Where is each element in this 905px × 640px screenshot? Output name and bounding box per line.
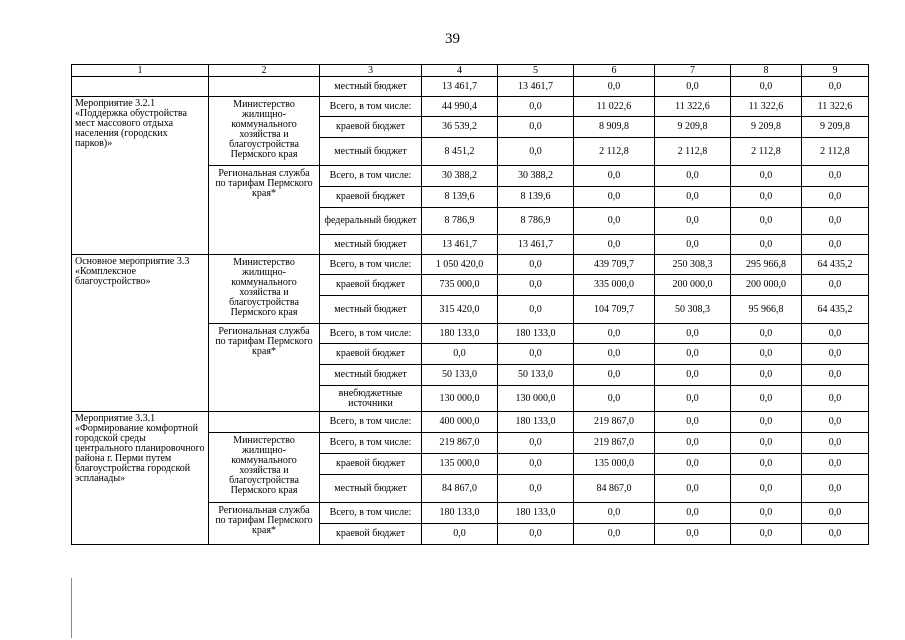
- funding-source-cell: федеральный бюджет: [320, 208, 422, 235]
- amount-cell: 8 909,8: [574, 117, 655, 138]
- amount-cell: 439 709,7: [574, 255, 655, 275]
- amount-cell: 0,0: [731, 235, 802, 255]
- amount-cell: 0,0: [498, 454, 574, 475]
- amount-cell: 0,0: [802, 275, 869, 296]
- amount-cell: 0,0: [802, 475, 869, 503]
- column-number: 7: [655, 65, 731, 77]
- amount-cell: 0,0: [655, 166, 731, 187]
- measure-name-cell: Мероприятие 3.3.1 «Формирование комфортной городской среды центрального планировочного района г. Перми путем благоустройства городской эспланады»: [72, 412, 209, 545]
- amount-cell: 50 133,0: [422, 365, 498, 386]
- column-number: 8: [731, 65, 802, 77]
- amount-cell: 8 786,9: [422, 208, 498, 235]
- amount-cell: 2 112,8: [731, 138, 802, 166]
- amount-cell: 0,0: [498, 138, 574, 166]
- amount-cell: 0,0: [655, 454, 731, 475]
- funding-source-cell: Всего, в том числе:: [320, 255, 422, 275]
- amount-cell: 0,0: [574, 344, 655, 365]
- amount-cell: 11 322,6: [802, 97, 869, 117]
- page-number: 39: [445, 31, 460, 47]
- amount-cell: 0,0: [802, 433, 869, 454]
- amount-cell: 400 000,0: [422, 412, 498, 433]
- funding-source-cell: Всего, в том числе:: [320, 324, 422, 344]
- amount-cell: 0,0: [574, 77, 655, 97]
- amount-cell: 50 308,3: [655, 296, 731, 324]
- amount-cell: 0,0: [731, 433, 802, 454]
- amount-cell: 13 461,7: [422, 235, 498, 255]
- amount-cell: 0,0: [802, 344, 869, 365]
- amount-cell: 0,0: [422, 524, 498, 545]
- funding-source-cell: Всего, в том числе:: [320, 412, 422, 433]
- amount-cell: 180 133,0: [498, 503, 574, 524]
- amount-cell: 64 435,2: [802, 255, 869, 275]
- amount-cell: 180 133,0: [422, 503, 498, 524]
- funding-source-cell: местный бюджет: [320, 235, 422, 255]
- amount-cell: 0,0: [655, 208, 731, 235]
- amount-cell: 0,0: [574, 524, 655, 545]
- column-number-row: [72, 65, 869, 77]
- amount-cell: 0,0: [498, 97, 574, 117]
- amount-cell: 84 867,0: [422, 475, 498, 503]
- amount-cell: 9 209,8: [655, 117, 731, 138]
- amount-cell: 0,0: [731, 386, 802, 412]
- amount-cell: 0,0: [655, 77, 731, 97]
- amount-cell: 0,0: [498, 475, 574, 503]
- amount-cell: 50 133,0: [498, 365, 574, 386]
- amount-cell: 0,0: [498, 296, 574, 324]
- funding-source-cell: местный бюджет: [320, 138, 422, 166]
- funding-source-cell: Всего, в том числе:: [320, 503, 422, 524]
- amount-cell: 130 000,0: [422, 386, 498, 412]
- amount-cell: 180 133,0: [498, 412, 574, 433]
- amount-cell: 2 112,8: [655, 138, 731, 166]
- funding-source-cell: Всего, в том числе:: [320, 97, 422, 117]
- funding-source-cell: внебюджетные источники: [320, 386, 422, 412]
- amount-cell: 0,0: [731, 187, 802, 208]
- amount-cell: 0,0: [574, 386, 655, 412]
- amount-cell: 0,0: [731, 454, 802, 475]
- funding-source-cell: краевой бюджет: [320, 275, 422, 296]
- amount-cell: 30 388,2: [422, 166, 498, 187]
- amount-cell: 0,0: [655, 324, 731, 344]
- amount-cell: 0,0: [498, 433, 574, 454]
- amount-cell: 2 112,8: [574, 138, 655, 166]
- amount-cell: 0,0: [802, 365, 869, 386]
- amount-cell: 0,0: [574, 503, 655, 524]
- amount-cell: 8 786,9: [498, 208, 574, 235]
- amount-cell: 0,0: [655, 187, 731, 208]
- amount-cell: 8 139,6: [422, 187, 498, 208]
- amount-cell: 0,0: [731, 524, 802, 545]
- amount-cell: 295 966,8: [731, 255, 802, 275]
- amount-cell: 0,0: [655, 344, 731, 365]
- amount-cell: 0,0: [731, 324, 802, 344]
- amount-cell: 0,0: [498, 275, 574, 296]
- table-row: [72, 412, 869, 433]
- amount-cell: 64 435,2: [802, 296, 869, 324]
- amount-cell: 735 000,0: [422, 275, 498, 296]
- amount-cell: 0,0: [731, 503, 802, 524]
- executor-cell: Региональная служба по тарифам Пермского края*: [209, 324, 320, 412]
- amount-cell: 219 867,0: [422, 433, 498, 454]
- amount-cell: 2 112,8: [802, 138, 869, 166]
- amount-cell: 0,0: [574, 365, 655, 386]
- amount-cell: 0,0: [802, 324, 869, 344]
- column-number: 5: [498, 65, 574, 77]
- measure-name-cell: [72, 77, 209, 97]
- amount-cell: 130 000,0: [498, 386, 574, 412]
- amount-cell: 0,0: [498, 255, 574, 275]
- table-row: [72, 255, 869, 275]
- amount-cell: 0,0: [574, 187, 655, 208]
- measure-name-cell: Мероприятие 3.2.1 «Поддержка обустройства мест массового отдыха населения (городских парков)»: [72, 97, 209, 255]
- amount-cell: 36 539,2: [422, 117, 498, 138]
- column-number: 3: [320, 65, 422, 77]
- amount-cell: 0,0: [574, 235, 655, 255]
- funding-source-cell: краевой бюджет: [320, 524, 422, 545]
- amount-cell: 1 050 420,0: [422, 255, 498, 275]
- funding-source-cell: местный бюджет: [320, 475, 422, 503]
- column-number: 9: [802, 65, 869, 77]
- amount-cell: 9 209,8: [802, 117, 869, 138]
- amount-cell: 180 133,0: [422, 324, 498, 344]
- amount-cell: 135 000,0: [574, 454, 655, 475]
- amount-cell: 0,0: [802, 166, 869, 187]
- funding-source-cell: краевой бюджет: [320, 117, 422, 138]
- column-number: 4: [422, 65, 498, 77]
- amount-cell: 30 388,2: [498, 166, 574, 187]
- amount-cell: 0,0: [802, 386, 869, 412]
- amount-cell: 44 990,4: [422, 97, 498, 117]
- amount-cell: 0,0: [731, 344, 802, 365]
- amount-cell: 8 139,6: [498, 187, 574, 208]
- executor-cell: Региональная служба по тарифам Пермского края*: [209, 503, 320, 545]
- amount-cell: 13 461,7: [498, 77, 574, 97]
- amount-cell: 0,0: [498, 117, 574, 138]
- amount-cell: 0,0: [731, 475, 802, 503]
- amount-cell: 0,0: [655, 386, 731, 412]
- amount-cell: 0,0: [574, 208, 655, 235]
- amount-cell: 13 461,7: [498, 235, 574, 255]
- amount-cell: 0,0: [574, 324, 655, 344]
- amount-cell: 0,0: [802, 454, 869, 475]
- executor-cell: Министерство жилищно-коммунального хозяйства и благоустройства Пермского края: [209, 97, 320, 166]
- column-number: 2: [209, 65, 320, 77]
- amount-cell: 250 308,3: [655, 255, 731, 275]
- table-row: [72, 97, 869, 117]
- amount-cell: 200 000,0: [655, 275, 731, 296]
- funding-source-cell: краевой бюджет: [320, 344, 422, 365]
- amount-cell: 0,0: [802, 524, 869, 545]
- funding-source-cell: местный бюджет: [320, 77, 422, 97]
- amount-cell: 315 420,0: [422, 296, 498, 324]
- measure-name-cell: Основное мероприятие 3.3 «Комплексное благоустройство»: [72, 255, 209, 412]
- amount-cell: 104 709,7: [574, 296, 655, 324]
- amount-cell: 0,0: [802, 235, 869, 255]
- amount-cell: 0,0: [802, 77, 869, 97]
- executor-cell: Министерство жилищно-коммунального хозяйства и благоустройства Пермского края: [209, 433, 320, 503]
- executor-cell: Региональная служба по тарифам Пермского края*: [209, 166, 320, 255]
- amount-cell: 0,0: [731, 77, 802, 97]
- funding-source-cell: Всего, в том числе:: [320, 166, 422, 187]
- amount-cell: 0,0: [655, 412, 731, 433]
- amount-cell: 8 451,2: [422, 138, 498, 166]
- amount-cell: 0,0: [731, 412, 802, 433]
- amount-cell: 0,0: [498, 344, 574, 365]
- amount-cell: 0,0: [731, 365, 802, 386]
- margin-rule: [71, 578, 72, 638]
- amount-cell: 135 000,0: [422, 454, 498, 475]
- executor-cell: [209, 412, 320, 433]
- amount-cell: 13 461,7: [422, 77, 498, 97]
- executor-cell: Министерство жилищно-коммунального хозяйства и благоустройства Пермского края: [209, 255, 320, 324]
- amount-cell: 84 867,0: [574, 475, 655, 503]
- amount-cell: 0,0: [498, 524, 574, 545]
- executor-cell: [209, 77, 320, 97]
- budget-table: [71, 64, 869, 545]
- amount-cell: 0,0: [655, 365, 731, 386]
- amount-cell: 0,0: [731, 208, 802, 235]
- amount-cell: 0,0: [574, 166, 655, 187]
- funding-source-cell: местный бюджет: [320, 365, 422, 386]
- amount-cell: 0,0: [802, 412, 869, 433]
- amount-cell: 0,0: [655, 503, 731, 524]
- funding-source-cell: Всего, в том числе:: [320, 433, 422, 454]
- amount-cell: 11 322,6: [731, 97, 802, 117]
- amount-cell: 11 022,6: [574, 97, 655, 117]
- amount-cell: 0,0: [802, 187, 869, 208]
- amount-cell: 0,0: [802, 503, 869, 524]
- amount-cell: 200 000,0: [731, 275, 802, 296]
- amount-cell: 0,0: [802, 208, 869, 235]
- amount-cell: 0,0: [655, 433, 731, 454]
- amount-cell: 0,0: [655, 235, 731, 255]
- funding-source-cell: местный бюджет: [320, 296, 422, 324]
- column-number: 1: [72, 65, 209, 77]
- amount-cell: 9 209,8: [731, 117, 802, 138]
- amount-cell: 0,0: [655, 475, 731, 503]
- amount-cell: 219 867,0: [574, 412, 655, 433]
- amount-cell: 0,0: [422, 344, 498, 365]
- amount-cell: 0,0: [655, 524, 731, 545]
- funding-source-cell: краевой бюджет: [320, 187, 422, 208]
- amount-cell: 219 867,0: [574, 433, 655, 454]
- amount-cell: 180 133,0: [498, 324, 574, 344]
- amount-cell: 95 966,8: [731, 296, 802, 324]
- amount-cell: 335 000,0: [574, 275, 655, 296]
- amount-cell: 11 322,6: [655, 97, 731, 117]
- column-number: 6: [574, 65, 655, 77]
- amount-cell: 0,0: [731, 166, 802, 187]
- funding-source-cell: краевой бюджет: [320, 454, 422, 475]
- table-row: [72, 77, 869, 97]
